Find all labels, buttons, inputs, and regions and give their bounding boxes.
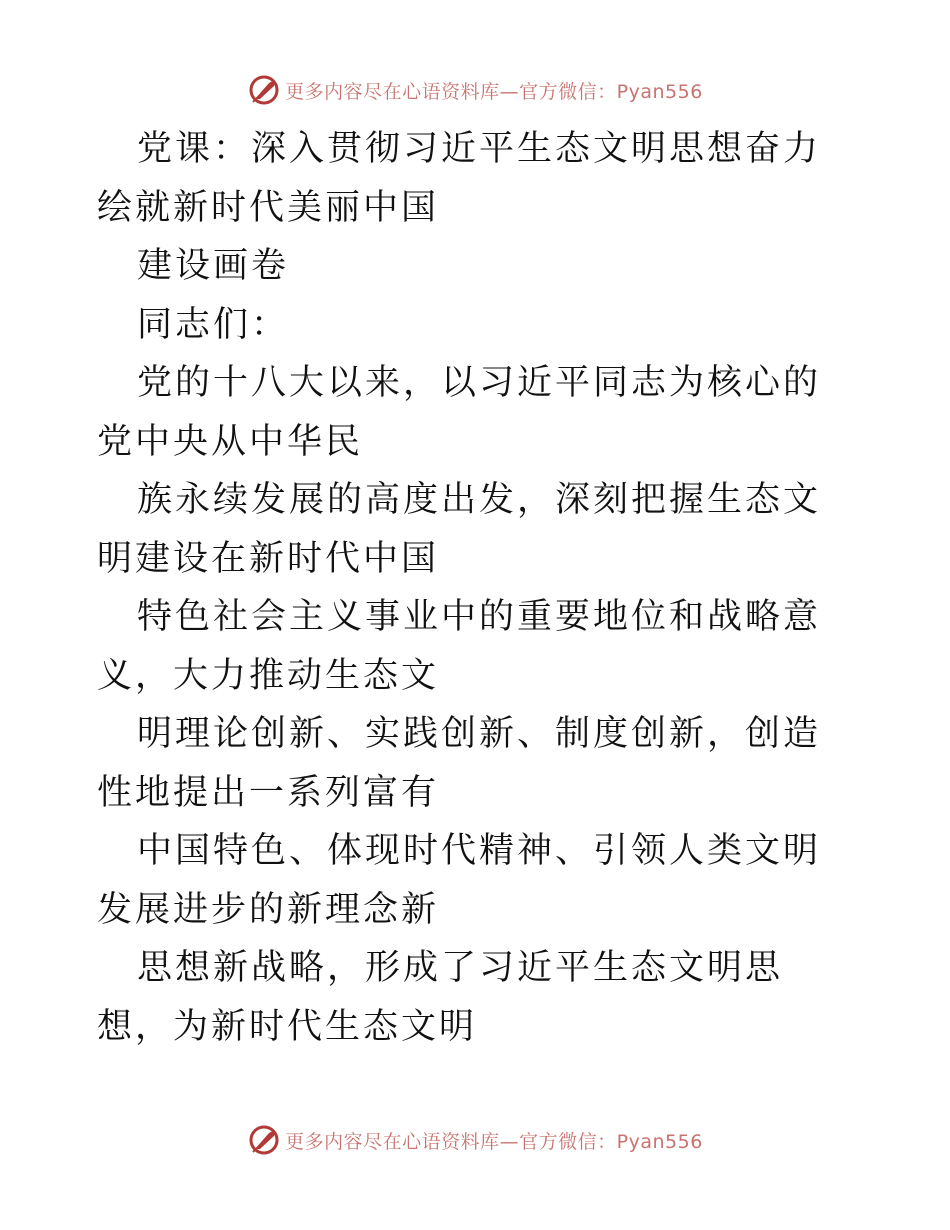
body-paragraph: 中国特色、体现时代精神、引领人类文明发展进步的新理念新 bbox=[97, 831, 822, 930]
header-watermark bbox=[0, 72, 950, 108]
body-paragraph: 明理论创新、实践创新、制度创新，创造性地提出一系列富有 bbox=[97, 714, 822, 813]
document-body bbox=[97, 120, 857, 1056]
footer-watermark bbox=[0, 1122, 950, 1158]
watermark-text: 更多内容尽在心语资料库—官方微信：Pyan556 bbox=[285, 1130, 703, 1153]
watermark-text: 更多内容尽在心语资料库—官方微信：Pyan556 bbox=[285, 80, 703, 103]
document-title-continued: 建设画卷 bbox=[137, 246, 290, 286]
quill-logo-icon bbox=[247, 73, 281, 107]
quill-logo-icon bbox=[247, 1123, 281, 1157]
body-paragraph: 特色社会主义事业中的重要地位和战略意义，大力推动生态文 bbox=[97, 597, 822, 696]
salutation: 同志们： bbox=[137, 304, 290, 345]
body-paragraph: 党的十八大以来，以习近平同志为核心的党中央从中华民 bbox=[97, 363, 822, 462]
body-paragraph: 族永续发展的高度出发，深刻把握生态文明建设在新时代中国 bbox=[97, 480, 822, 579]
body-paragraph: 思想新战略，形成了习近平生态文明思想，为新时代生态文明 bbox=[97, 948, 784, 1047]
document-title: 党课：深入贯彻习近平生态文明思想奋力绘就新时代美丽中国 bbox=[97, 129, 822, 228]
